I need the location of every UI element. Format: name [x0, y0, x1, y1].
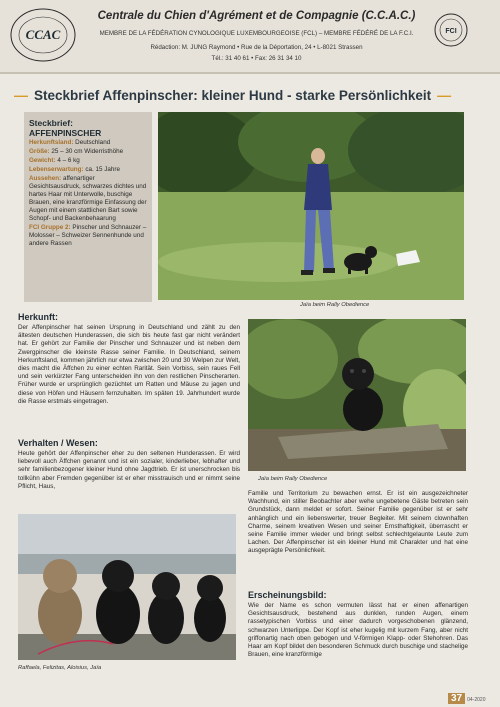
photo-caption: Raffaela, Felizitas, Aloisius, Jaïa: [18, 665, 102, 671]
organization-title: Centrale du Chien d'Agrément et de Compagnie (C.C.A.C.): [97, 10, 416, 22]
section-text-verhalten-continued: Familie und Territorium zu bewachen ernst. Er ist ein ausgezeichneter Wachhund, ein stiller Beobachter aber wehe ungebetene Gäste betreten sein Grundstück, dann meldet er sofort. Seiner Familie gegenüber ist er sehr anhänglich und ein liebenswerter, treuer Begleiter. Mit seinem clownhaften Charme, seinem kreativen Wesen und seiner Ernsthaftigkeit, überrascht er seine Familie immer wieder und bringt selbst schlechtgelaunte Leute zum Lachen. Der Affenpinscher ist ein kleiner Hund mit Charakter und hat eine ausgeprägte Persönlichkeit.: [248, 490, 468, 555]
page-number-block: [448, 693, 485, 704]
photo-caption: Jaïa beim Rally Obedience: [258, 476, 328, 482]
infobox-value: affenartiger Gesichtsausdruck, schwarzes dichtes und hartes Haar mit Unterwolle, buschige Brauen, eine kranzförmige Einfassung der Augen mit einem stattlichen Bart sowie Schopf- und Backenbehaarung: [29, 175, 147, 222]
infobox-label: Lebenserwartung:: [29, 166, 84, 173]
photo-rally-obedience-lawn: [158, 112, 464, 300]
infobox-label: Aussehen:: [29, 175, 62, 182]
article-headline: [14, 84, 486, 106]
contact-line: Tél.: 31 40 61 • Fax: 26 31 34 10: [211, 55, 302, 62]
ccac-logo: [8, 6, 78, 64]
infobox-row: [29, 139, 147, 147]
issue-label: 04-2020: [467, 697, 486, 703]
header-divider: [0, 72, 500, 74]
infobox-value: 25 – 30 cm Widerristhöhe: [49, 148, 124, 155]
page-header: [0, 0, 500, 72]
infobox-row: [29, 175, 147, 223]
infobox-label: Herkunftsland:: [29, 139, 74, 146]
section-heading-herkunft: Herkunft:: [18, 312, 58, 322]
page-number: 37: [448, 693, 465, 704]
headline-dash-right: —: [437, 87, 452, 103]
section-text-verhalten: Heute gehört der Affenpinscher eher zu den seltenen Hunderassen. Er wird liebevoll auch Äffchen genannt und ist ein sozialer, kinderlieber, lebhafter und sehr familienbezogener kleiner Hund ohne Jagdtrieb. Er ist unerschrocken bis tollkühn aber Fremden gegenüber ist er eher misstrauisch und er nimmt seine Pflicht, Haus,: [18, 450, 240, 490]
photo-caption: Jaïa beim Rally Obedience: [300, 302, 370, 308]
infobox-row: [29, 224, 147, 248]
fci-logo-text: FCI: [445, 28, 457, 35]
profile-infobox: [24, 112, 152, 302]
infobox-row: [29, 148, 147, 156]
infobox-breed: AFFENPINSCHER: [29, 128, 102, 138]
fci-logo: [433, 12, 469, 48]
infobox-row: [29, 166, 147, 174]
infobox-value: ca. 15 Jahre: [83, 166, 120, 173]
membership-line: MEMBRE DE LA FÉDÉRATION CYNOLOGIQUE LUXEMBOURGEOISE (FCL) – MEMBRE FÉDÉRÉ DE LA F.C.I.: [99, 30, 414, 37]
headline-text: Steckbrief Affenpinscher: kleiner Hund - starke Persönlichkeit: [34, 87, 432, 103]
redaction-line: Rédaction: M. JUNG Raymond • Rue de la Déportation, 24 • L-8021 Strassen: [150, 44, 363, 51]
infobox-label: FCI Gruppe 2:: [29, 224, 71, 231]
photo-four-dogs: [18, 514, 236, 660]
photo-dog-forest: [248, 319, 466, 471]
section-heading-erscheinungsbild: Erscheinungsbild:: [248, 590, 327, 600]
infobox-value: Pinscher und Schnauzer – Molosser – Schweizer Sennenhunde und andere Rassen: [29, 224, 147, 247]
infobox-value: 4 – 6 kg: [55, 157, 80, 164]
section-heading-verhalten: Verhalten / Wesen:: [18, 438, 98, 448]
infobox-title: Steckbrief:: [29, 118, 73, 128]
infobox-label: Größe:: [29, 148, 50, 155]
headline-dash-left: —: [14, 87, 28, 103]
infobox-row: [29, 157, 147, 165]
ccac-logo-text: CCAC: [25, 27, 61, 42]
section-text-herkunft: Der Affenpinscher hat seinen Ursprung in Deutschland und zählt zu den ältesten deutschen Hunderassen, die sich bis heute fast gar nicht verändert hat. Er gehört zur Familie der Pinscher und Schnauzer und ist neben dem Zwergpinscher die kleinste Rasse seiner Familie. In Deutschland, seinem Herkunftsland, kommen jährlich nur etwa zwischen 20 und 30 Welpen zur Welt, dies macht die Äffchen zu einer echten Rarität. Sein Vorbiss, sein raues Fell und sein verkürzter Fang unterscheiden ihn von den restlichen Pinscherarten. Früher wurde er ursprünglich gezüchtet um Ratten und Mäuse zu jagen und diese von Höfen und Häusern fernzuhalten. Im späten 19. Jahrhundert wurde die Rasse erstmals eingetragen.: [18, 324, 240, 405]
infobox-label: Gewicht:: [29, 157, 56, 164]
section-text-erscheinungsbild: Wie der Name es schon vermuten lässt hat er einen affenartigen Gesichtsausdruck, bestehend aus dunklen, runden Augen, einem rassetypischen Vorbiss und einer dadurch vorgeschobenen glänzend, schwarzen Unterlippe. Der Kopf ist eher kugelig mit kurzem Fang, aber nicht griffonartig nach oben gebogen und V-förmigen Klapp- oder Stehohren. Das Haar am Kopf bildet den besonderen Schmuck durch buschige und stachelige Brauen, eine kranzförmige: [248, 602, 468, 659]
infobox-value: Deutschland: [73, 139, 111, 146]
